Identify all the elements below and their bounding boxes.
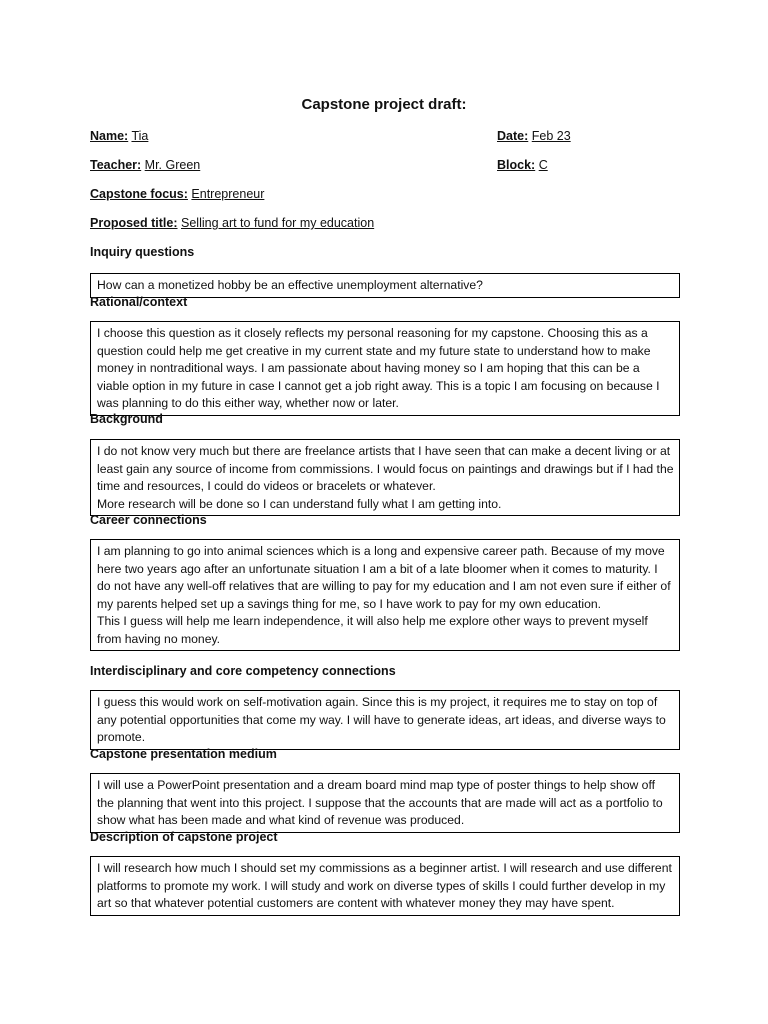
block-value: C — [538, 158, 548, 172]
date-field — [497, 129, 571, 143]
career-text-2: This I guess will help me learn independence, it will also help me explore other ways to prevent myself from having no money. — [97, 614, 648, 646]
document-title: Capstone project draft: — [301, 96, 467, 113]
block-label: Block: — [497, 158, 536, 172]
block-field — [497, 158, 548, 172]
background-text-1: I do not know very much but there are freelance artists that I have seen that can make a decent living or at least gain any source of income from commissions. I would focus on paintings and drawings but if I had the time and resources, I could do videos or bracelets or whatever. — [97, 444, 674, 493]
focus-value: Entrepreneur — [191, 187, 265, 201]
medium-text: I will use a PowerPoint presentation and a dream board mind map type of poster things to help show off the planning that went into this project. I suppose that the accounts that are made will act as a portfolio to show what has been made and what kind of revenue was produced. — [97, 778, 663, 827]
background-text-2: More research will be done so I can understand fully what I am getting into. — [97, 496, 502, 511]
inquiry-box — [90, 273, 680, 298]
description-box — [90, 856, 680, 916]
name-label: Name: — [90, 129, 129, 143]
background-box — [90, 439, 680, 516]
name-field — [90, 129, 148, 143]
proposed-title-value: Selling art to fund for my education — [181, 216, 375, 230]
teacher-value: Mr. Green — [144, 158, 201, 172]
description-text: I will research how much I should set my commissions as a beginner artist. I will research and use different platforms to promote my work. I will study and work on diverse types of skills I could further develop in my art so that whatever potential customers are content with whatever money they may have spent. — [97, 861, 672, 910]
career-heading: Career connections — [90, 513, 207, 527]
description-heading: Description of capstone project — [90, 830, 278, 844]
teacher-label: Teacher: — [90, 158, 142, 172]
career-text-1: I am planning to go into animal sciences which is a long and expensive career path. Because of my move here two years ago after an unfortunate situation I am a bit of a late bloomer when it comes to maturity. I do not have any well-off relatives that are willing to pay for my education and I am not even sure if either of my parents helped set up a savings thing for me, so I have work to pay for my own education. — [97, 544, 671, 611]
background-heading: Background — [90, 412, 163, 426]
inquiry-heading: Inquiry questions — [90, 245, 195, 259]
focus-field — [90, 187, 264, 201]
teacher-field — [90, 158, 200, 172]
proposed-title-field — [90, 216, 374, 230]
rational-text: I choose this question as it closely reflects my personal reasoning for my capstone. Choosing this as a question could help me get creative in my current state and my future state to understand how to make money in nontraditional ways. I am passionate about having money so I am hoping that this can be a viable option in my future in case I cannot get a job right away. This is a topic I am focusing on because I was planning to do this either way, whether now or later. — [97, 326, 660, 410]
date-label: Date: — [497, 129, 529, 143]
medium-heading: Capstone presentation medium — [90, 747, 277, 761]
career-box — [90, 539, 680, 651]
focus-label: Capstone focus: — [90, 187, 188, 201]
inquiry-text: How can a monetized hobby be an effective unemployment alternative? — [97, 278, 483, 292]
interdisciplinary-box — [90, 690, 680, 750]
rational-heading: Rational/context — [90, 295, 188, 309]
name-value: Tia — [131, 129, 149, 143]
interdisciplinary-heading: Interdisciplinary and core competency connections — [90, 664, 396, 678]
rational-box — [90, 321, 680, 416]
medium-box — [90, 773, 680, 833]
interdisciplinary-text: I guess this would work on self-motivation again. Since this is my project, it requires me to stay on top of any potential opportunities that come my way. I will have to generate ideas, art ideas, and diverse ways to promote. — [97, 695, 666, 744]
date-value: Feb 23 — [531, 129, 571, 143]
proposed-title-label: Proposed title: — [90, 216, 178, 230]
